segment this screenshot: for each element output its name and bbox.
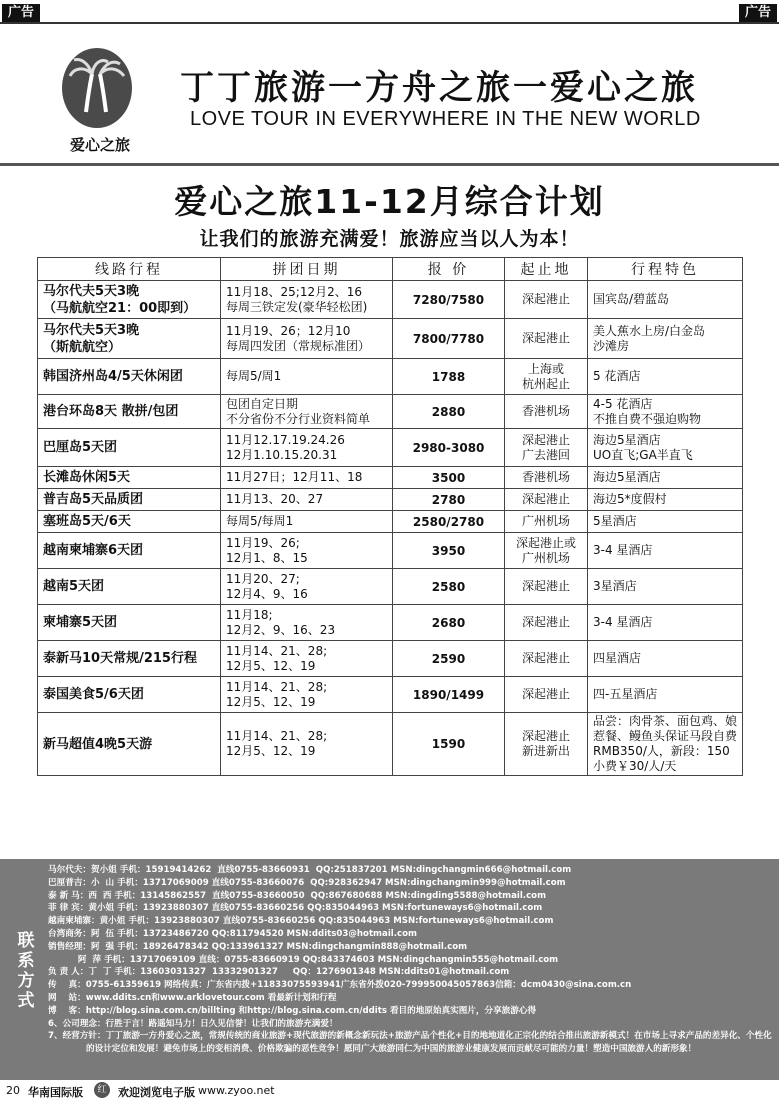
plan-title: 爱心之旅11-12月综合计划 (174, 182, 605, 221)
dates-cell: 11月18; 12月2、9、16、23 (221, 605, 393, 641)
features-cell: 海边5星酒店 UO直飞;GA半直飞 (588, 429, 743, 467)
departure-cell: 深起港止或 广州机场 (505, 533, 588, 569)
price-cell: 7800/7780 (393, 319, 505, 359)
table-row (38, 605, 743, 641)
table-row (38, 281, 743, 319)
route-cell: 巴厘岛5天团 (38, 429, 221, 467)
departure-cell: 香港机场 (505, 395, 588, 429)
route-cell: 新马超值4晚5天游 (38, 713, 221, 776)
features-cell: 5 花酒店 (588, 359, 743, 395)
contact-line: 菲 律 宾：黄小姐 手机：13923880307 直线0755-83660256 QQ:835044963 MSN:fortuneways6@hotmail.com (48, 903, 543, 914)
dates-cell: 11月12.17.19.24.26 12月1.10.15.20.31 (221, 429, 393, 467)
dates-cell: 11月20、27; 12月4、9、16 (221, 569, 393, 605)
route-cell: 港台环岛8天 散拼/包团 (38, 395, 221, 429)
price-cell: 2580/2780 (393, 511, 505, 533)
departure-cell: 深起港止 (505, 641, 588, 677)
header (0, 24, 779, 165)
dates-cell: 11月27日；12月11、18 (221, 467, 393, 489)
features-cell: 海边5*度假村 (588, 489, 743, 511)
contact-lines (48, 864, 776, 1056)
features-cell: 品尝：肉骨茶、面包鸡、娘惹餐、鳗鱼头保证马段自费RMB350/人，新段：150小费￥30/人/天 (588, 713, 743, 776)
table-row (38, 359, 743, 395)
route-cell: 塞班岛5天/6天 (38, 511, 221, 533)
page-footer (0, 1082, 779, 1100)
palm-logo-icon (62, 48, 132, 128)
footer-url[interactable]: www.zyoo.net (198, 1084, 275, 1097)
features-cell: 4-5 花酒店 不推自费不强迫购物 (588, 395, 743, 429)
table-row (38, 395, 743, 429)
contact-line: 博 客：http://blog.sina.com.cn/billting 和http://blog.sina.com.cn/ddits 看目的地原始真实图片，分享旅游心得 (48, 1005, 537, 1016)
departure-cell: 深起港止 (505, 569, 588, 605)
contact-line: 越南柬埔寨：黄小姐 手机：13923880307 直线0755-83660256 QQ:835044963 MSN:fortuneways6@hotmail.com (48, 916, 554, 927)
features-cell: 四星酒店 (588, 641, 743, 677)
route-cell: 马尔代夫5天3晚 （斯航航空） (38, 319, 221, 359)
features-cell: 3-4 星酒店 (588, 533, 743, 569)
features-cell: 3-4 星酒店 (588, 605, 743, 641)
features-cell: 美人蕉水上房/白金岛 沙滩房 (588, 319, 743, 359)
dates-cell: 11月19、26；12月10 每周四发团（常规标准团） (221, 319, 393, 359)
route-cell: 长滩岛休闲5天 (38, 467, 221, 489)
departure-cell: 深起港止 新进新出 (505, 713, 588, 776)
departure-cell: 深起港止 (505, 677, 588, 713)
features-cell: 海边5星酒店 (588, 467, 743, 489)
contact-line: 7、经营方针：丁丁旅游一方舟爱心之旅，常规传统的商业旅游+现代旅游的新概念新玩法+旅游产品个性化+目的地地道化正宗化的结合推出旅游新模式！在市场上寻求产品的差异化、个性化的设计定位和发展！避免市场上的变相消费、价格欺骗的恶性竞争！愿同广大旅游同仁为中国的旅游业健康发展而贡献尽可能的力量！塑造中国旅游人的新形象！ (48, 1031, 772, 1055)
dates-cell: 包团自定日期 不分省份不分行业资料简单 (221, 395, 393, 429)
departure-cell: 深起港止 (505, 319, 588, 359)
route-cell: 柬埔寨5天团 (38, 605, 221, 641)
route-cell: 泰新马10天常规/215行程 (38, 641, 221, 677)
dates-cell: 11月14、21、28; 12月5、12、19 (221, 713, 393, 776)
table-header-row (38, 258, 743, 281)
price-cell: 2880 (393, 395, 505, 429)
route-cell: 普吉岛5天品质团 (38, 489, 221, 511)
dates-cell: 11月13、20、27 (221, 489, 393, 511)
table-row (38, 319, 743, 359)
page-number: 20 (6, 1084, 20, 1097)
table-row (38, 467, 743, 489)
contact-side-label: 联系方式 (17, 931, 35, 1011)
table-row (38, 677, 743, 713)
brand-title: 丁丁旅游一方舟之旅一爱心之旅 (180, 68, 698, 108)
contact-line: 6、公司理念：行胜于言！路遥知马力！日久见信誉！让我们的旅游充满爱！ (48, 1018, 338, 1029)
departure-cell: 香港机场 (505, 467, 588, 489)
price-cell: 7280/7580 (393, 281, 505, 319)
price-cell: 2580 (393, 569, 505, 605)
dates-cell: 11月14、21、28; 12月5、12、19 (221, 641, 393, 677)
route-cell: 马尔代夫5天3晚 （马航航空21：00即到） (38, 281, 221, 319)
dates-cell: 11月18、25;12月2、16 每周三铁定发(豪华轻松团) (221, 281, 393, 319)
header-price: 报 价 (393, 258, 505, 281)
table-row (38, 569, 743, 605)
ad-label-left: 广告 (2, 4, 40, 22)
contact-line: 网 站：www.ddits.cn和www.arklovetour.com 看最新计划和行程 (48, 992, 337, 1003)
departure-cell: 深起港止 (505, 605, 588, 641)
price-cell: 1788 (393, 359, 505, 395)
contact-line: 传 真：0755-61359619 网络传真：广东省内拨+11833075593941广东省外拨020-799950045057863信箱：dcm0430@sina.com.cn (48, 980, 632, 991)
route-cell: 越南柬埔寨6天团 (38, 533, 221, 569)
departure-cell: 上海或 杭州起止 (505, 359, 588, 395)
table-row (38, 713, 743, 776)
table-row (38, 641, 743, 677)
edition-name: 华南国际版 (28, 1086, 83, 1099)
price-cell: 1590 (393, 713, 505, 776)
dates-cell: 每周5/每周1 (221, 511, 393, 533)
route-cell: 越南5天团 (38, 569, 221, 605)
price-cell: 2680 (393, 605, 505, 641)
logo-text: 爱心之旅 (70, 136, 131, 154)
contact-line: 巴厘普吉：小 山 手机：13717069009 直线0755-83660076 QQ:928362947 MSN:dingchangmin999@hotmail.com (48, 877, 566, 888)
dates-cell: 11月14、21、28; 12月5、12、19 (221, 677, 393, 713)
contact-line: 销售经理：阿 强 手机：18926478342 QQ:133961327 MSN:dingchangmin888@hotmail.com (48, 941, 468, 952)
header-dates: 拼团日期 (221, 258, 393, 281)
slogan: 让我们的旅游充满爱！旅游应当以人为本！ (199, 228, 580, 250)
header-departure: 起止地 (505, 258, 588, 281)
price-cell: 3950 (393, 533, 505, 569)
price-cell: 2780 (393, 489, 505, 511)
contact-line: 负 责 人：丁 丁 手机：13603031327 13332901327 QQ：1276901348 MSN:ddits01@hotmail.com (48, 967, 510, 978)
brand-subtitle: LOVE TOUR IN EVERYWHERE IN THE NEW WORLD (190, 108, 701, 130)
contact-panel (0, 859, 779, 1080)
departure-cell: 深起港止 广去港回 (505, 429, 588, 467)
features-cell: 3星酒店 (588, 569, 743, 605)
departure-cell: 深起港止 (505, 281, 588, 319)
price-cell: 2980-3080 (393, 429, 505, 467)
dates-cell: 11月19、26; 12月1、8、15 (221, 533, 393, 569)
header-features: 行程特色 (588, 258, 743, 281)
features-cell: 四-五星酒店 (588, 677, 743, 713)
table-row (38, 489, 743, 511)
table-row (38, 511, 743, 533)
departure-cell: 广州机场 (505, 511, 588, 533)
footer-welcome: 欢迎浏览电子版 (118, 1086, 195, 1099)
table-row (38, 533, 743, 569)
route-cell: 韩国济州岛4/5天休闲团 (38, 359, 221, 395)
features-cell: 5星酒店 (588, 511, 743, 533)
price-cell: 3500 (393, 467, 505, 489)
contact-line: 马尔代夫：贺小姐 手机：15919414262 直线0755-83660931 QQ:251837201 MSN:dingchangmin666@hotmail.com (48, 865, 572, 875)
itinerary-table (37, 257, 743, 776)
contact-line: 阿 萍 手机：13717069109 直线：0755-83660919 QQ:843374603 MSN:dingchangmin555@hotmail.com (48, 954, 559, 965)
departure-cell: 深起港止 (505, 489, 588, 511)
price-cell: 2590 (393, 641, 505, 677)
ad-label-right: 广告 (739, 4, 777, 22)
header-divider (0, 163, 779, 166)
edition-badge-icon: 红 (94, 1082, 110, 1098)
route-cell: 泰国美食5/6天团 (38, 677, 221, 713)
dates-cell: 每周5/周1 (221, 359, 393, 395)
table-row (38, 429, 743, 467)
contact-line: 泰 新 马：西 西 手机：13145862557 直线0755-83660050 QQ:867680688 MSN:dingding5588@hotmail.com (48, 890, 547, 901)
features-cell: 国宾岛/碧蓝岛 (588, 281, 743, 319)
price-cell: 1890/1499 (393, 677, 505, 713)
header-route: 线路行程 (38, 258, 221, 281)
contact-line: 台湾商务：阿 伍 手机：13723486720 QQ:811794520 MSN:ddits03@hotmail.com (48, 928, 417, 939)
